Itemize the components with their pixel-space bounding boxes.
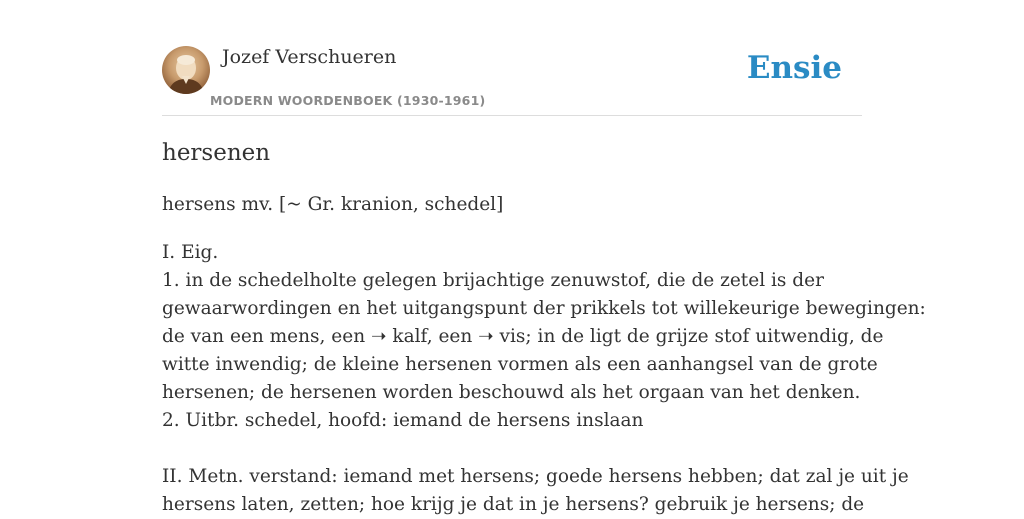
- definition-line: witte inwendig; de kleine hersenen vormen als een aanhangsel van de grote: [162, 354, 878, 375]
- definition-line: de van een mens, een ➝ kalf, een ➝ vis; in de ligt de grijze stof uitwendig, de: [162, 326, 884, 347]
- header-divider: [162, 115, 862, 116]
- definition-line: hersens laten, zetten; hoe krijg je dat in je hersens? gebruik je hersens; de: [162, 494, 865, 515]
- author-name[interactable]: Jozef Verschueren: [222, 46, 397, 68]
- definition-line: 1. in de schedelholte gelegen brijachtige zenuwstof, die de zetel is der: [162, 270, 824, 291]
- definition-line: II. Metn. verstand: iemand met hersens; goede hersens hebben; dat zal je uit je: [162, 466, 909, 487]
- blank-line: [162, 435, 862, 463]
- definition-body: [162, 239, 926, 519]
- page-header: [162, 46, 862, 116]
- source-label[interactable]: MODERN WOORDENBOEK (1930-1961): [210, 93, 486, 108]
- author-avatar[interactable]: [162, 46, 210, 94]
- brand-logo[interactable]: Ensie: [746, 50, 842, 86]
- entry-title: hersenen: [162, 140, 271, 166]
- headword-line: hersens mv. [~ Gr. kranion, schedel]: [162, 194, 504, 215]
- definition-line: 2. Uitbr. schedel, hoofd: iemand de hersens inslaan: [162, 410, 644, 431]
- definition-line: I. Eig.: [162, 242, 219, 263]
- definition-line: gewaarwordingen en het uitgangspunt der prikkels tot willekeurige bewegingen:: [162, 298, 926, 319]
- definition-line: hersenen; de hersenen worden beschouwd als het orgaan van het denken.: [162, 382, 861, 403]
